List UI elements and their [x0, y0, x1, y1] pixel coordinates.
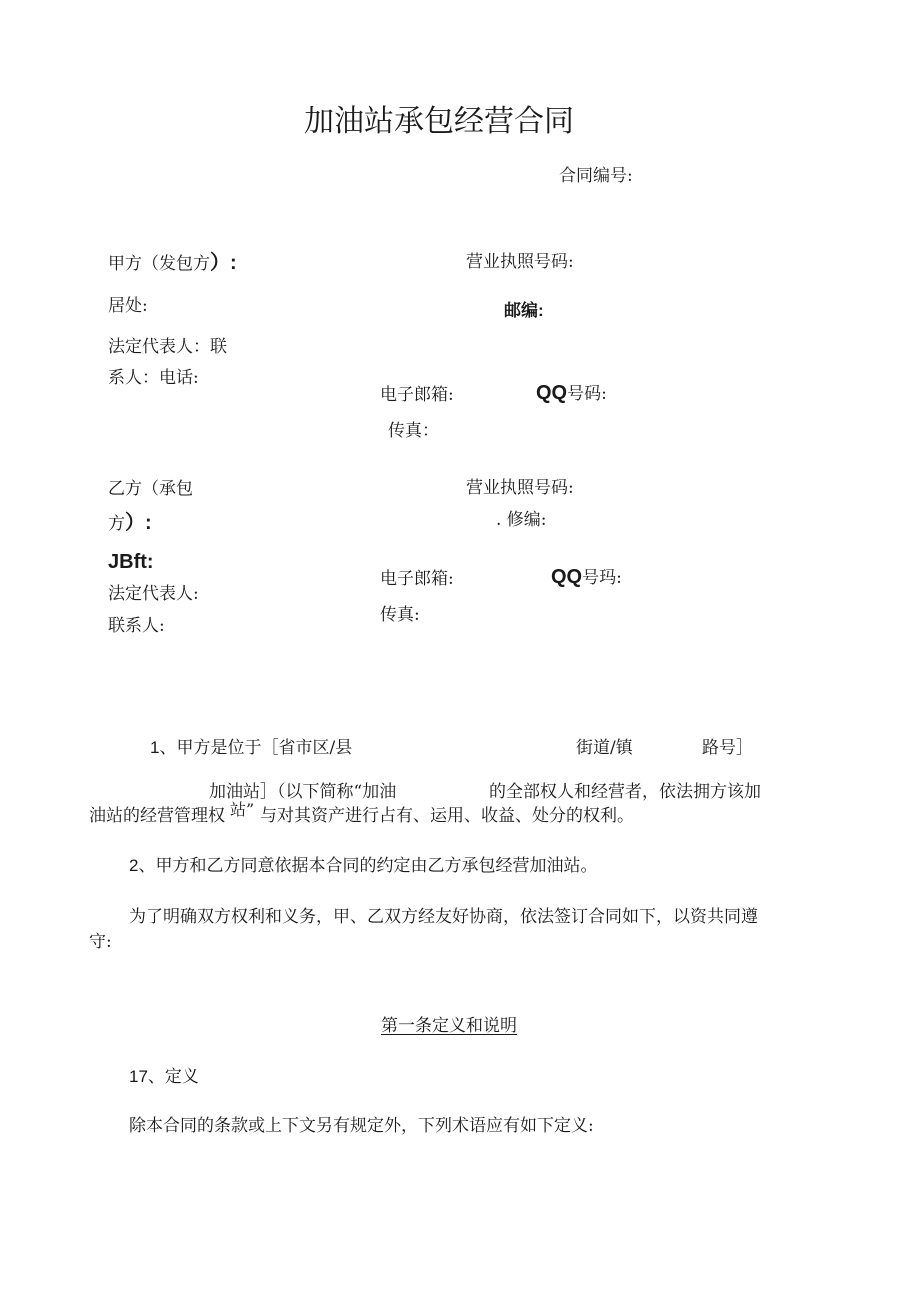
- contract-number-label: 合同编号:: [559, 166, 633, 186]
- para2-text: 、甲方和乙方同意依据本合同的约定由乙方承包经营加油站。: [138, 856, 598, 876]
- para1-line3-overlap: 站”: [230, 800, 255, 819]
- party-a-qq-prefix: QQ: [536, 382, 568, 404]
- para1-line2-a: 加油站］（以下简称“加油: [209, 782, 397, 802]
- party-b-license-label: 营业执照号码:: [466, 478, 574, 498]
- para3-line2: 守:: [89, 932, 112, 952]
- party-a-legal-rep: 法定代表人：联: [108, 337, 227, 357]
- para1-line3-a: 油站的经营管理权: [89, 806, 225, 826]
- party-b-qq-label: [551, 565, 622, 589]
- party-b-contact-label: 联系人:: [108, 616, 165, 636]
- article1-sub-text: 、定义: [147, 1067, 199, 1087]
- article1-heading: 第一条定义和说明: [381, 1016, 517, 1036]
- article1-sub-number: 17: [129, 1067, 148, 1086]
- para1-line1: [150, 738, 352, 758]
- party-a-email-label: 电子郎箱:: [380, 385, 454, 405]
- document-title: 加油站承包经营合同: [304, 104, 574, 139]
- party-a-qq-suffix: 号码:: [567, 384, 607, 404]
- party-b-address-label: JBft:: [108, 551, 154, 573]
- party-a-label-text: 甲方（发包方: [108, 254, 210, 274]
- para1-text-b: 街道/镇: [576, 738, 633, 758]
- party-b-fax-label: 传真:: [380, 605, 420, 625]
- para1-number: 1: [150, 738, 160, 757]
- party-a-address-label: 居处:: [108, 296, 148, 316]
- party-b-qq-prefix: QQ: [551, 566, 583, 588]
- party-a-postcode-label: 邮编:: [504, 301, 544, 320]
- party-b-qq-suffix: 号玛:: [582, 568, 622, 588]
- article1-subheading: [129, 1067, 199, 1087]
- party-b-email-label: 电子郎箱:: [380, 569, 454, 589]
- party-a-qq-label: [536, 381, 607, 405]
- party-a-license-label: 营业执照号码:: [466, 252, 574, 272]
- party-a-label-paren: ）:: [210, 252, 237, 274]
- para3-line1: 为了明确双方权利和义务，甲、乙双方经友好协商，依法签订合同如下，以资共同遵: [129, 907, 758, 927]
- party-a-label: [108, 251, 237, 275]
- para1-text-c: 路号］: [702, 738, 753, 758]
- party-b-postcode-label: . 修编:: [496, 510, 547, 530]
- party-b-label-line1: 乙方（承包: [108, 479, 193, 499]
- party-b-label-line2-text: 方: [108, 514, 125, 534]
- party-b-legal-rep-label: 法定代表人:: [108, 584, 199, 604]
- para1-line2-b: 的全部权人和经营者，依法拥方该加: [489, 782, 761, 802]
- party-b-label-line2-paren: ）:: [125, 512, 152, 534]
- party-a-contact-phone: 系人：电话:: [108, 368, 199, 388]
- para1-text-a: 、甲方是位于［省市区/县: [159, 738, 353, 758]
- para1-line3-b: 与对其资产进行占有、运用、收益、处分的权利。: [260, 806, 634, 826]
- para2: [129, 856, 597, 876]
- party-a-fax-label: 传真：: [388, 421, 439, 441]
- para2-number: 2: [129, 856, 139, 875]
- article1-intro: 除本合同的条款或上下文另有规定外，下列术语应有如下定义:: [129, 1116, 594, 1136]
- party-b-label-line2: [108, 511, 152, 535]
